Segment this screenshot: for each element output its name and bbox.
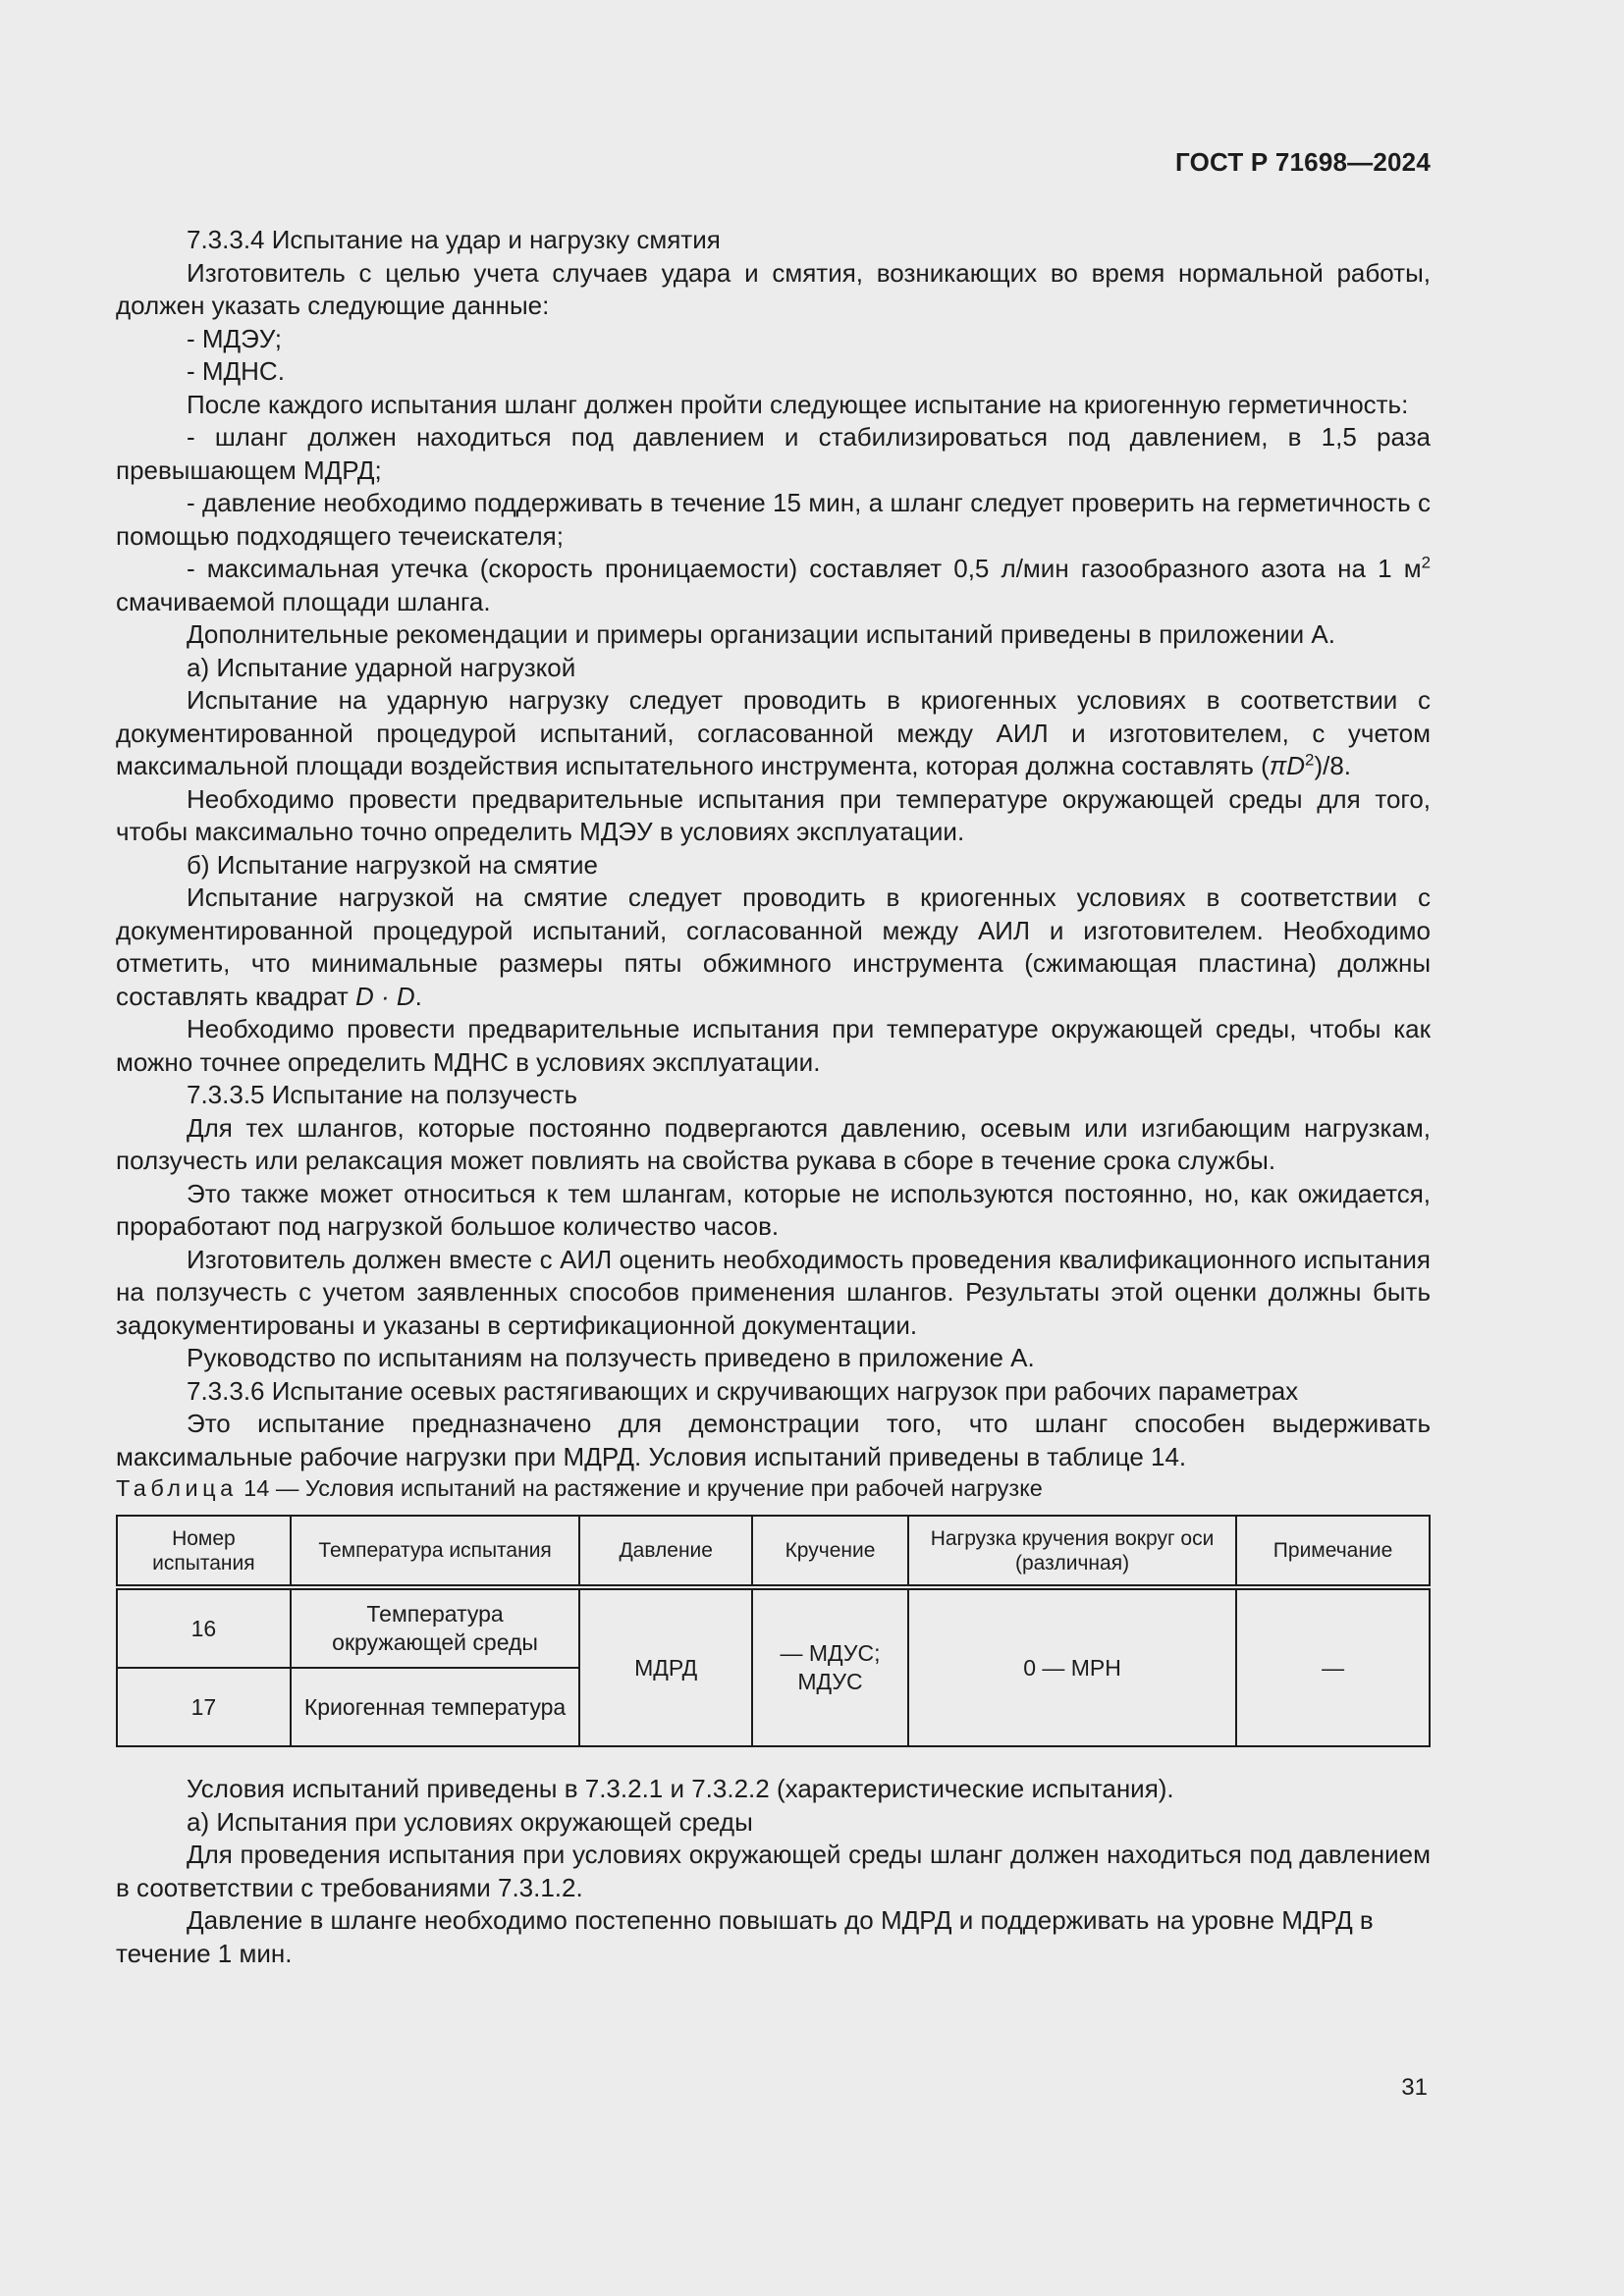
paragraph: Условия испытаний приведены в 7.3.2.1 и 7.3.2.2 (характеристические испытания).	[187, 1774, 1174, 1803]
table-cell-pressure: МДРД	[579, 1587, 752, 1746]
formula-d: D	[1286, 751, 1306, 780]
paragraph: Дополнительные рекомендации и примеры организации испытаний приведены в приложении А.	[187, 619, 1335, 649]
paragraph-impact	[116, 684, 1431, 783]
formula-d-d: D · D	[354, 981, 415, 1011]
crush-text: Испытание нагрузкой на смятие следует проводить в криогенных условиях в соответствии с документированной процедурой испытаний, согласованной между АИЛ и изготовителем. Необходимо отметить, что минимальные размеры пяты обжимного инструмента (сжимающая пластина) должны составлять квадрат	[116, 882, 1431, 1011]
paragraph: Для проведения испытания при условиях окружающей среды шланг должен находиться под давлением в соответствии с требованиями 7.3.1.2.	[116, 1840, 1431, 1902]
table-cell-temperature: Криогенная температура	[291, 1668, 580, 1746]
subsection-heading: б) Испытание нагрузкой на смятие	[187, 849, 599, 880]
leak-text: - максимальная утечка (скорость проницаемости) составляет 0,5 л/мин газообразного азота на 1 м	[187, 554, 1422, 583]
paragraph-crush	[116, 881, 1431, 1013]
paragraph: Необходимо провести предварительные испытания при температуре окружающей среды для того, чтобы максимально точно определить МДЭУ в условиях эксплуатации.	[116, 783, 1431, 846]
formula-pi: π	[1269, 751, 1287, 780]
paragraph: После каждого испытания шланг должен пройти следующее испытание на криогенную герметичность:	[187, 389, 1409, 419]
list-item: - МДНС.	[187, 356, 285, 386]
paragraph: Это испытание предназначено для демонстрации того, что шланг способен выдерживать максимальные рабочие нагрузки при МДРД. Условия испытаний приведены в таблице 14.	[116, 1409, 1431, 1471]
table-cell-torsion: — МДУС; МДУС	[752, 1587, 908, 1746]
table-row	[117, 1587, 1430, 1668]
section-heading-7-3-3-4: 7.3.3.4 Испытание на удар и нагрузку смятия	[187, 225, 721, 254]
leak-text-end: смачиваемой площади шланга.	[116, 586, 491, 616]
paragraph: Это также может относиться к тем шлангам, которые не используются постоянно, но, как ожидается, проработают под нагрузкой большое количество часов.	[116, 1178, 1431, 1241]
table-cell-temperature: Температура окружающей среды	[291, 1587, 580, 1668]
crush-text-end: .	[414, 981, 422, 1011]
impact-text: Испытание на ударную нагрузку следует проводить в криогенных условиях в соответствии с документированной процедурой испытаний, согласованной между АИЛ и изготовителем, с учетом максимальной площади воздействия испытательного инструмента, которая должна составлять (	[116, 685, 1431, 780]
column-header: Нагрузка кручения вокруг оси (различная)	[908, 1516, 1236, 1587]
subsection-heading: а) Испытания при условиях окружающей среды	[187, 1806, 753, 1837]
body-text	[116, 224, 1431, 1970]
paragraph: Давление в шланге необходимо постепенно повышать до МДРД и поддерживать на уровне МДРД в течение 1 мин.	[116, 1905, 1374, 1968]
column-header: Примечание	[1236, 1516, 1430, 1587]
column-header: Температура испытания	[291, 1516, 580, 1587]
table-cell-torque: 0 — МРН	[908, 1587, 1236, 1746]
paragraph: Изготовитель должен вместе с АИЛ оценить необходимость проведения квалификационного испытания на ползучесть с учетом заявленных способов применения шлангов. Результаты этой оценки должны быть задокументированы и указаны в сертификационной документации.	[116, 1244, 1431, 1340]
table-caption-text: 14 — Условия испытаний на растяжение и кручение при рабочей нагрузке	[237, 1475, 1043, 1501]
column-header: Номер испытания	[117, 1516, 291, 1587]
list-item: - МДЭУ;	[187, 323, 283, 353]
table-caption-label: Таблица	[116, 1475, 238, 1501]
paragraph: Для тех шлангов, которые постоянно подвергаются давлению, осевым или изгибающим нагрузкам, ползучесть или релаксация может повлиять на свойства рукава в сборе в течение срока службы.	[116, 1112, 1431, 1175]
superscript: 2	[1421, 553, 1431, 572]
subsection-heading: а) Испытание ударной нагрузкой	[187, 652, 576, 682]
section-heading-7-3-3-6: 7.3.3.6 Испытание осевых растягивающих и скручивающих нагрузок при рабочих параметрах	[187, 1375, 1299, 1406]
column-header: Кручение	[752, 1516, 908, 1587]
paragraph: Необходимо провести предварительные испытания при температуре окружающей среды, чтобы как можно точнее определить МДНС в условиях эксплуатации.	[116, 1014, 1431, 1077]
table-cell-number: 17	[117, 1668, 291, 1746]
paragraph: Изготовитель с целью учета случаев удара и смятия, возникающих во время нормальной работы, должен указать следующие данные:	[116, 257, 1431, 320]
document-code: ГОСТ Р 71698—2024	[1175, 147, 1431, 177]
list-item-leak	[116, 553, 1431, 618]
table-caption	[116, 1473, 1431, 1503]
list-item: - давление необходимо поддерживать в течение 15 мин, а шланг следует проверить на герметичность с помощью подходящего течеискателя;	[116, 488, 1431, 551]
page-number: 31	[1401, 2074, 1428, 2101]
column-header: Давление	[579, 1516, 752, 1587]
superscript: 2	[1305, 750, 1315, 770]
list-item: - шланг должен находиться под давлением и стабилизироваться под давлением, в 1,5 раза превышающем МДРД;	[116, 422, 1431, 485]
table-cell-number: 16	[117, 1587, 291, 1668]
table-cell-note: —	[1236, 1587, 1430, 1746]
paragraph: Руководство по испытаниям на ползучесть приведено в приложение А.	[187, 1343, 1035, 1372]
section-heading-7-3-3-5: 7.3.3.5 Испытание на ползучесть	[187, 1080, 578, 1109]
table-header-row	[117, 1516, 1430, 1587]
impact-text-end: )/8.	[1314, 751, 1352, 780]
test-conditions-table	[116, 1515, 1431, 1747]
